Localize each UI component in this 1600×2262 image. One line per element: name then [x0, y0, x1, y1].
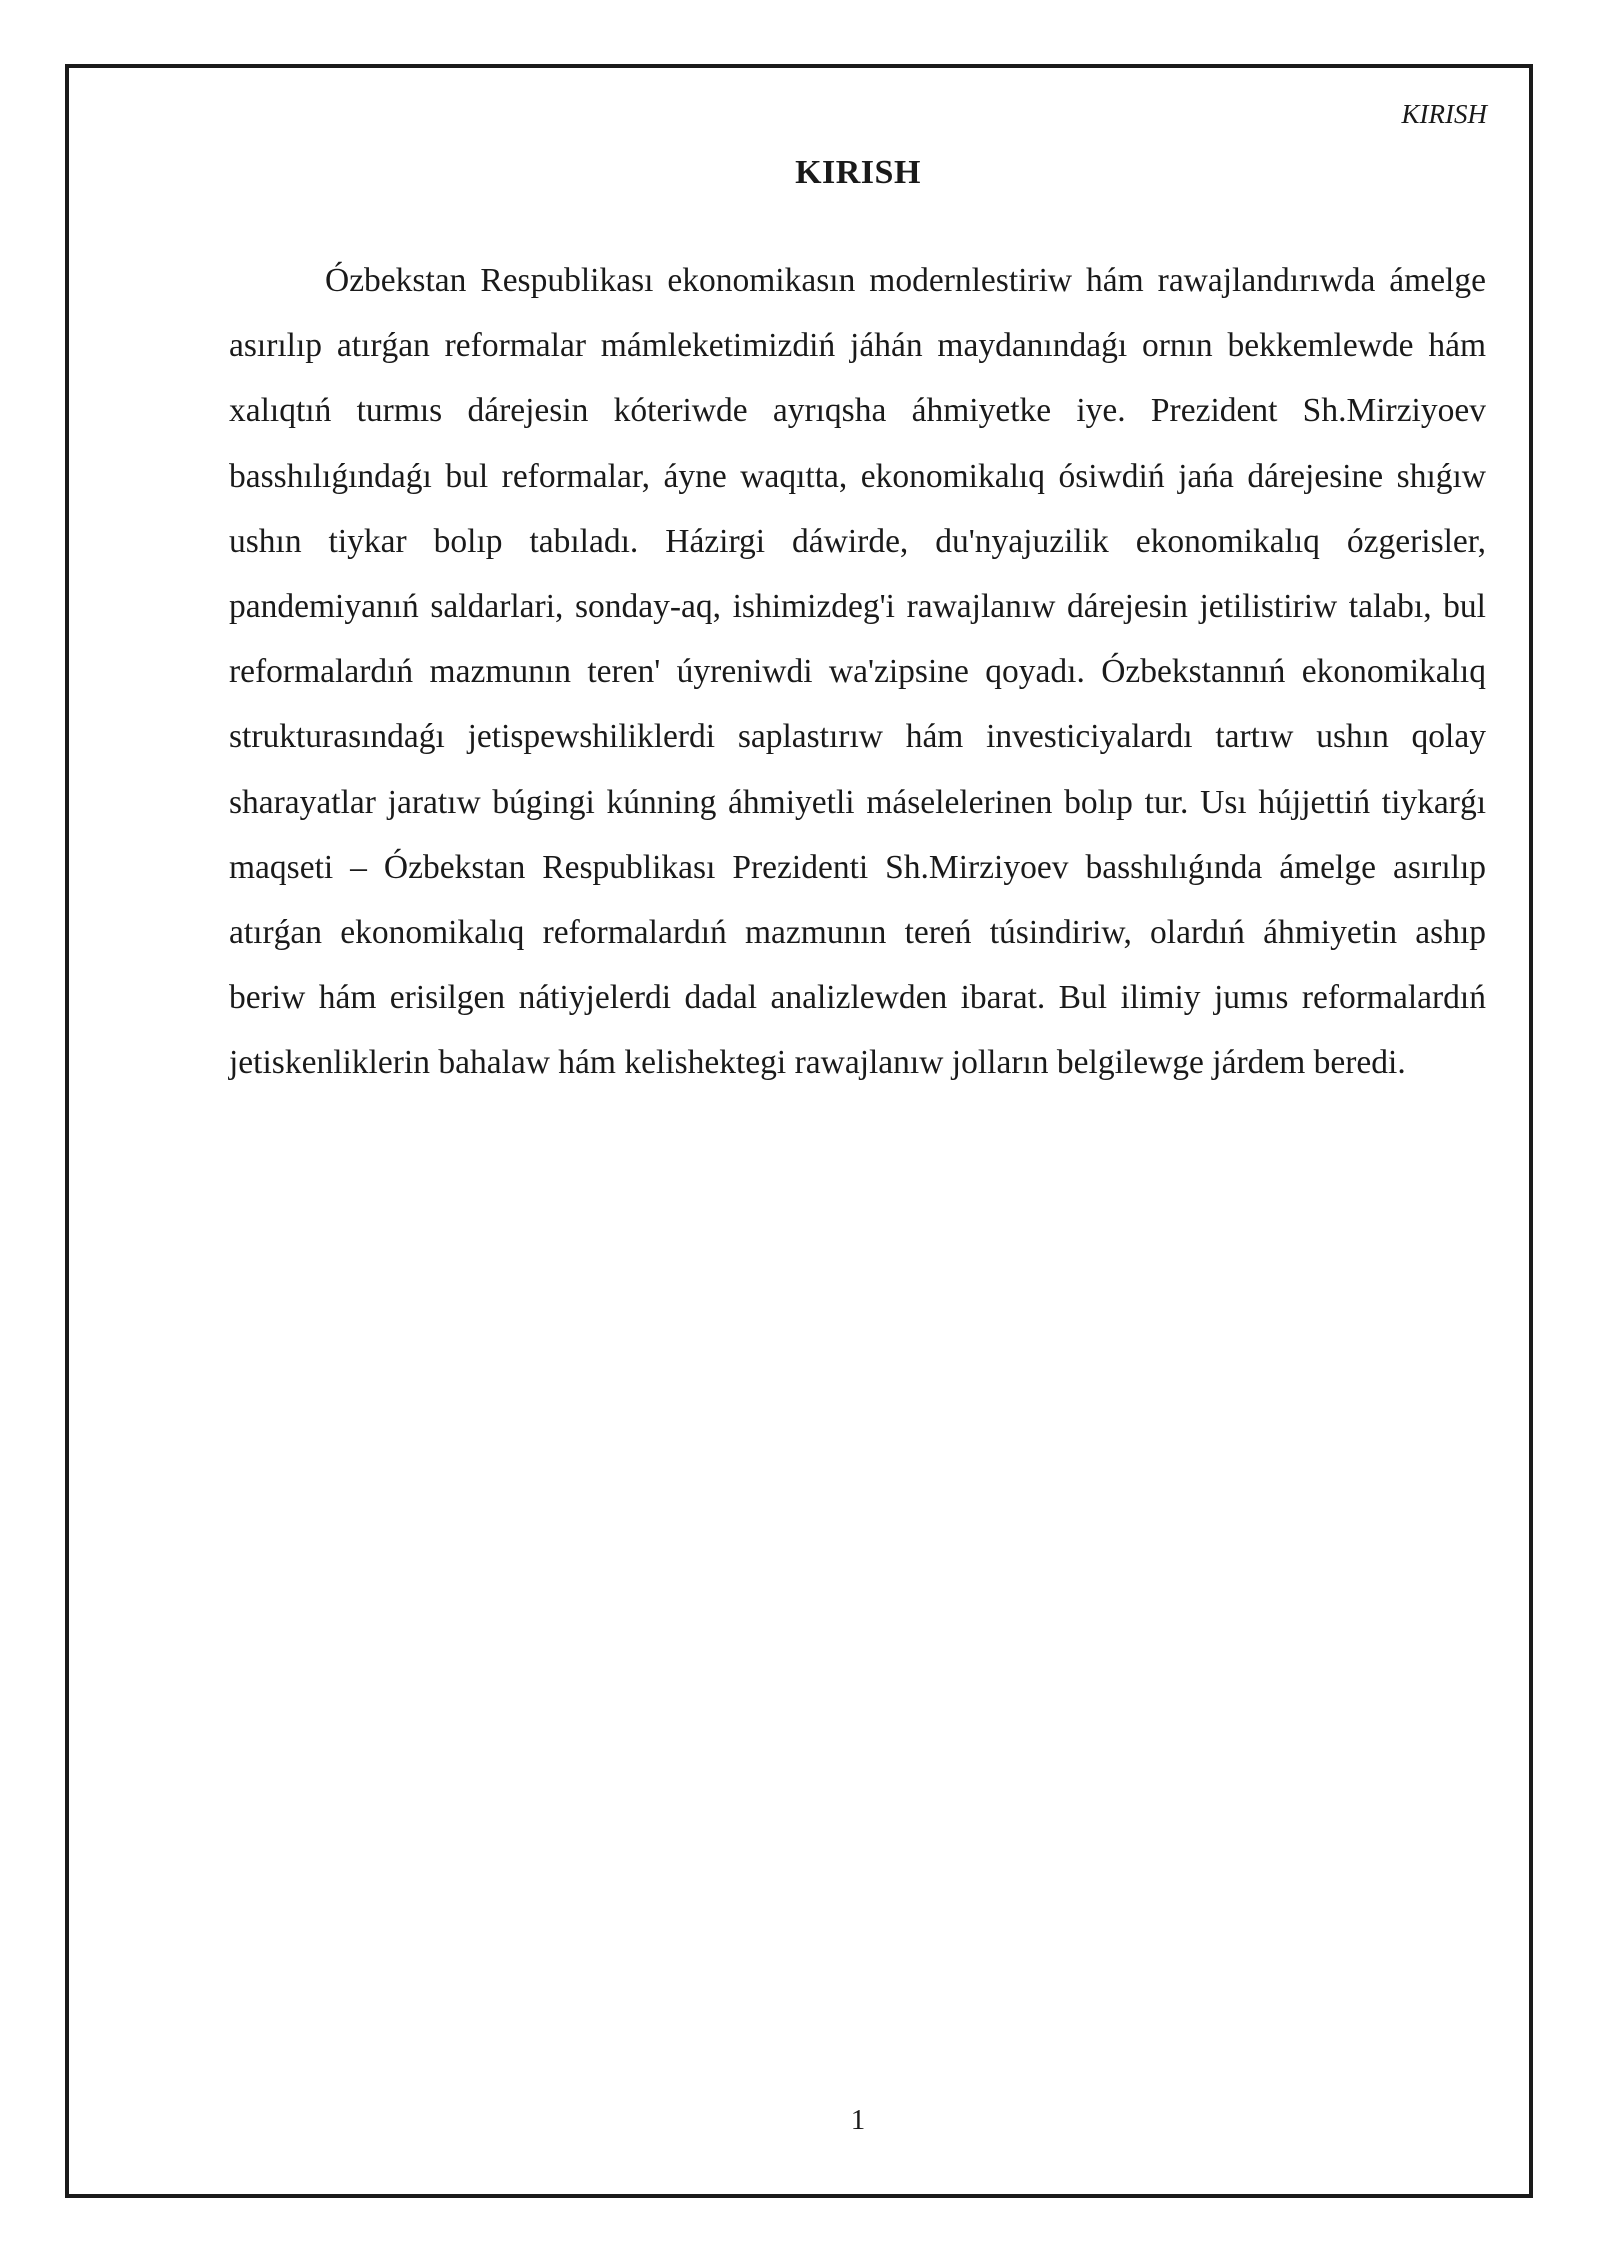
page-title: KIRISH [795, 154, 921, 191]
page-number: 1 [850, 2104, 866, 2136]
body-paragraph: Ózbekstan Respublikası ekonomikasın modernlestiriw hám rawajlandırıwda ámelge asırılıp atırǵan reformalar mámleketimizdiń jáhán maydanındaǵı ornın bekkemlewde hám xalıqtıń turmıs dárejesin kóteriwde ayrıqsha áhmiyetke iye. Prezident Sh.Mirziyoev basshılıǵındaǵı bul reformalar, áyne waqıtta, ekonomikalıq ósiwdiń jańa dárejesine shıǵıw ushın tiykar bolıp tabıladı. Házirgi dáwirde, du'nyajuzilik ekonomikalıq ózgerisler, pandemiyanıń saldarlari, sonday-aq, ishimizdeg'i rawajlanıw dárejesin jetilistiriw talabı, bul reformalardıń mazmunın teren' úyreniwdi wa'zipsine qoyadı. Ózbekstannıń ekonomikalıq strukturasındaǵı jetispewshiliklerdi saplastırıw hám investiciyalardı tartıw ushın qolay sharayatlar jaratıw búgingi kúnning áhmiyetli máselelerinen bolıp tur. Usı hújjettiń tiykarǵı maqseti – Ózbekstan Respublikası Prezidenti Sh.Mirziyoev basshılıǵında ámelge asırılıp atırǵan ekonomikalıq reformalardıń mazmunın tereń túsindiriw, olardıń áhmiyetin ashıp beriw hám erisilgen nátiyjelerdi dadal analizlewden ibarat. Bul ilimiy jumıs reformalardıń jetiskenliklerin bahalaw hám kelishektegi rawajlanıw jolların belgilewge járdem beredi. [229, 262, 1486, 1082]
running-header: KIRISH [1401, 99, 1487, 129]
